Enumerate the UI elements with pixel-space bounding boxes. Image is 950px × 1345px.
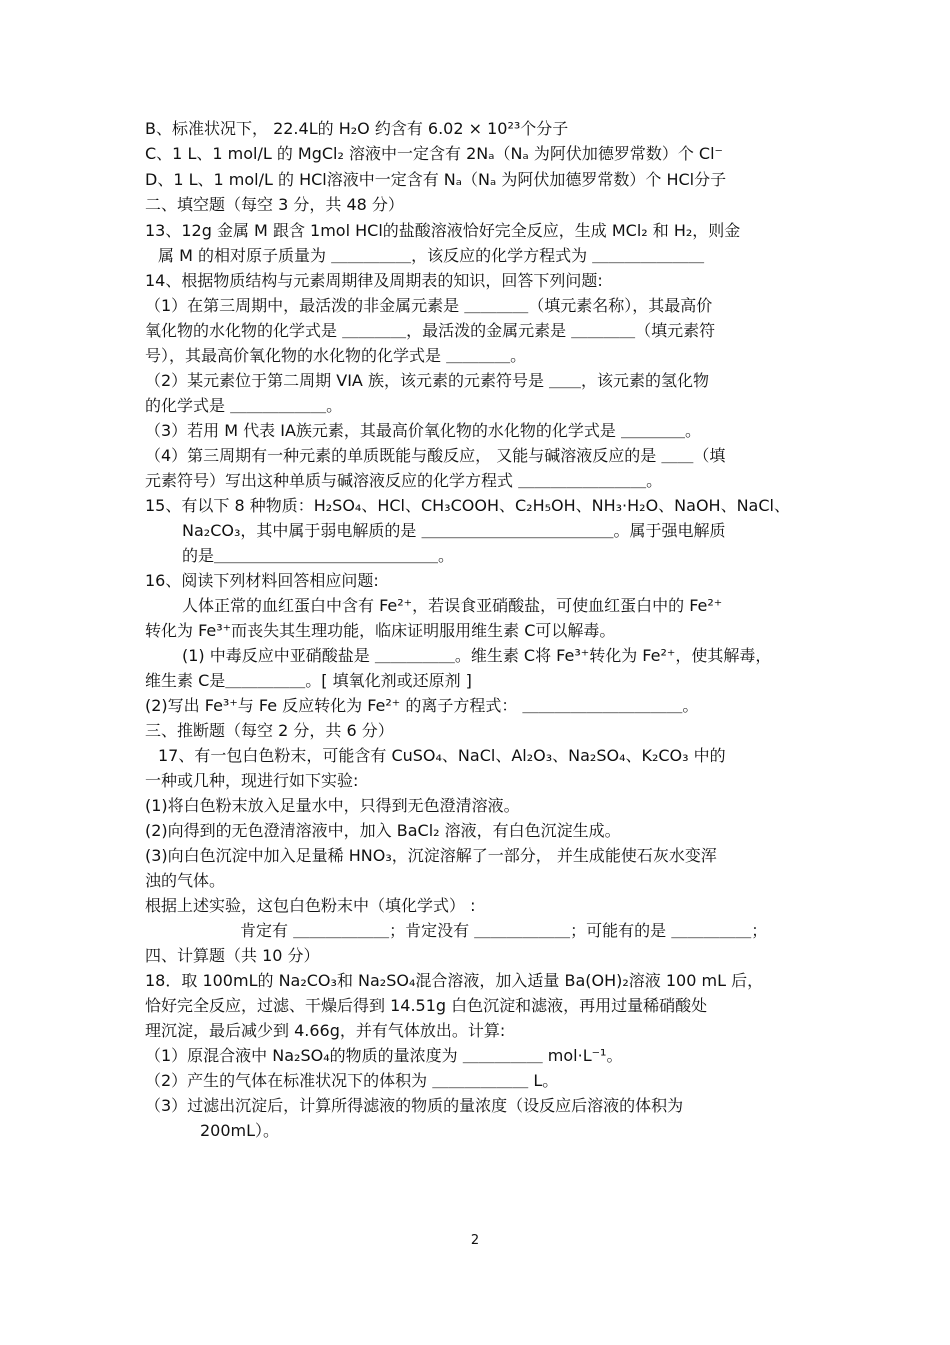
question-17-step-3-cont: 浊的气体。 bbox=[145, 871, 226, 890]
question-14-1-end: 号），其最高价氧化物的水化物的化学式是 ＿＿＿＿。 bbox=[145, 346, 527, 365]
page-number: 2 bbox=[470, 1233, 480, 1248]
question-15-cont: Na₂CO₃，其中属于弱电解质的是 ＿＿＿＿＿＿＿＿＿＿＿＿。属于强电解质 bbox=[182, 521, 726, 540]
question-18-3-cont: 200mL）。 bbox=[200, 1121, 280, 1140]
question-17-prompt: 根据上述实验，这包白色粉末中（填化学式） : bbox=[145, 896, 476, 915]
question-17-answers: 肯定有 ＿＿＿＿＿＿；肯定没有 ＿＿＿＿＿＿；可能有的是 ＿＿＿＿＿； bbox=[240, 921, 768, 940]
question-17-step-2: (2)向得到的无色澄清溶液中，加入 BaCl₂ 溶液，有白色沉淀生成。 bbox=[145, 821, 621, 840]
question-17-step-1: (1)将白色粉末放入足量水中，只得到无色澄清溶液。 bbox=[145, 796, 520, 815]
question-16: 16、阅读下列材料回答相应问题: bbox=[145, 571, 379, 590]
question-18-3: （3）过滤出沉淀后，计算所得滤液的物质的量浓度（设反应后溶液的体积为 bbox=[145, 1096, 684, 1115]
question-14: 14、根据物质结构与元素周期律及周期表的知识，回答下列问题: bbox=[145, 271, 603, 290]
section-heading-fill-in: 二、填空题（每空 3 分，共 48 分） bbox=[145, 195, 404, 214]
question-14-2-cont: 的化学式是 ＿＿＿＿＿＿。 bbox=[145, 396, 343, 415]
question-17-step-3: (3)向白色沉淀中加入足量稀 HNO₃，沉淀溶解了一部分， 并生成能使石灰水变浑 bbox=[145, 846, 717, 865]
question-18-1: （1）原混合液中 Na₂SO₄的物质的量浓度为 ＿＿＿＿＿ mol·L⁻¹。 bbox=[145, 1046, 623, 1065]
question-18-cont: 恰好完全反应，过滤、干燥后得到 14.51g 白色沉淀和滤液，再用过量稀硝酸处 bbox=[145, 996, 708, 1015]
question-13: 13、12g 金属 M 跟含 1mol HCl的盐酸溶液恰好完全反应，生成 MCl₂ 和 H₂，则金 bbox=[145, 221, 741, 240]
question-17: 17、有一包白色粉末，可能含有 CuSO₄、NaCl、Al₂O₃、Na₂SO₄、K₂CO₃ 中的 bbox=[158, 746, 726, 765]
option-b: B、标准状况下， 22.4L的 H₂O 约含有 6.02 × 10²³个分子 bbox=[145, 119, 569, 138]
question-14-3: （3）若用 M 代表 IA族元素，其最高价氧化物的水化物的化学式是 ＿＿＿＿。 bbox=[145, 421, 701, 440]
question-18-cont-2: 理沉淀，最后减少到 4.66g，并有气体放出。计算: bbox=[145, 1021, 506, 1040]
question-14-4: （4）第三周期有一种元素的单质既能与酸反应， 又能与碱溶液反应的是 ＿＿（填 bbox=[145, 446, 726, 465]
section-heading-inference: 三、推断题（每空 2 分，共 6 分） bbox=[145, 721, 394, 740]
question-13-cont: 属 M 的相对原子质量为 ＿＿＿＿＿，该反应的化学方程式为 ＿＿＿＿＿＿＿ bbox=[158, 246, 705, 265]
question-16-1: (1) 中毒反应中亚硝酸盐是 ＿＿＿＿＿。维生素 C将 Fe³⁺转化为 Fe²⁺，使其解毒， bbox=[182, 646, 772, 665]
question-15-end: 的是＿＿＿＿＿＿＿＿＿＿＿＿＿＿。 bbox=[182, 546, 455, 565]
question-14-1-cont: 氧化物的水化物的化学式是 ＿＿＿＿，最活泼的金属元素是 ＿＿＿＿（填元素符 bbox=[145, 321, 716, 340]
question-15: 15、有以下 8 种物质：H₂SO₄、HCl、CH₃COOH、C₂H₅OH、NH₃·H₂O、NaOH、NaCl、 bbox=[145, 496, 790, 515]
section-heading-calculation: 四、计算题（共 10 分） bbox=[145, 946, 320, 965]
question-14-2: （2）某元素位于第二周期 VIA 族，该元素的元素符号是 ＿＿，该元素的氢化物 bbox=[145, 371, 710, 390]
question-16-material: 人体正常的血红蛋白中含有 Fe²⁺，若误食亚硝酸盐，可使血红蛋白中的 Fe²⁺ bbox=[182, 596, 723, 615]
question-18-2: （2）产生的气体在标准状况下的体积为 ＿＿＿＿＿＿ L。 bbox=[145, 1071, 559, 1090]
question-18: 18．取 100mL的 Na₂CO₃和 Na₂SO₄混合溶液，加入适量 Ba(OH)₂溶液 100 mL 后， bbox=[145, 971, 764, 990]
option-c: C、1 L、1 mol/L 的 MgCl₂ 溶液中一定含有 2Nₐ（Nₐ 为阿伏加德罗常数）个 Cl⁻ bbox=[145, 144, 723, 163]
question-16-2: (2)写出 Fe³⁺与 Fe 反应转化为 Fe²⁺ 的离子方程式： ＿＿＿＿＿＿＿＿＿＿。 bbox=[145, 696, 699, 715]
option-d: D、1 L、1 mol/L 的 HCl溶液中一定含有 Nₐ（Nₐ 为阿伏加德罗常数）个 HCl分子 bbox=[145, 170, 727, 189]
question-16-1-cont: 维生素 C是＿＿＿＿＿。[ 填氧化剂或还原剂 ] bbox=[145, 671, 472, 690]
question-16-material-cont: 转化为 Fe³⁺而丧失其生理功能，临床证明服用维生素 C可以解毒。 bbox=[145, 621, 616, 640]
question-14-1: （1）在第三周期中，最活泼的非金属元素是 ＿＿＿＿（填元素名称），其最高价 bbox=[145, 296, 713, 315]
question-14-4-cont: 元素符号）写出这种单质与碱溶液反应的化学方程式 ＿＿＿＿＿＿＿＿。 bbox=[145, 471, 663, 490]
question-17-cont: 一种或几种，现进行如下实验: bbox=[145, 771, 359, 790]
